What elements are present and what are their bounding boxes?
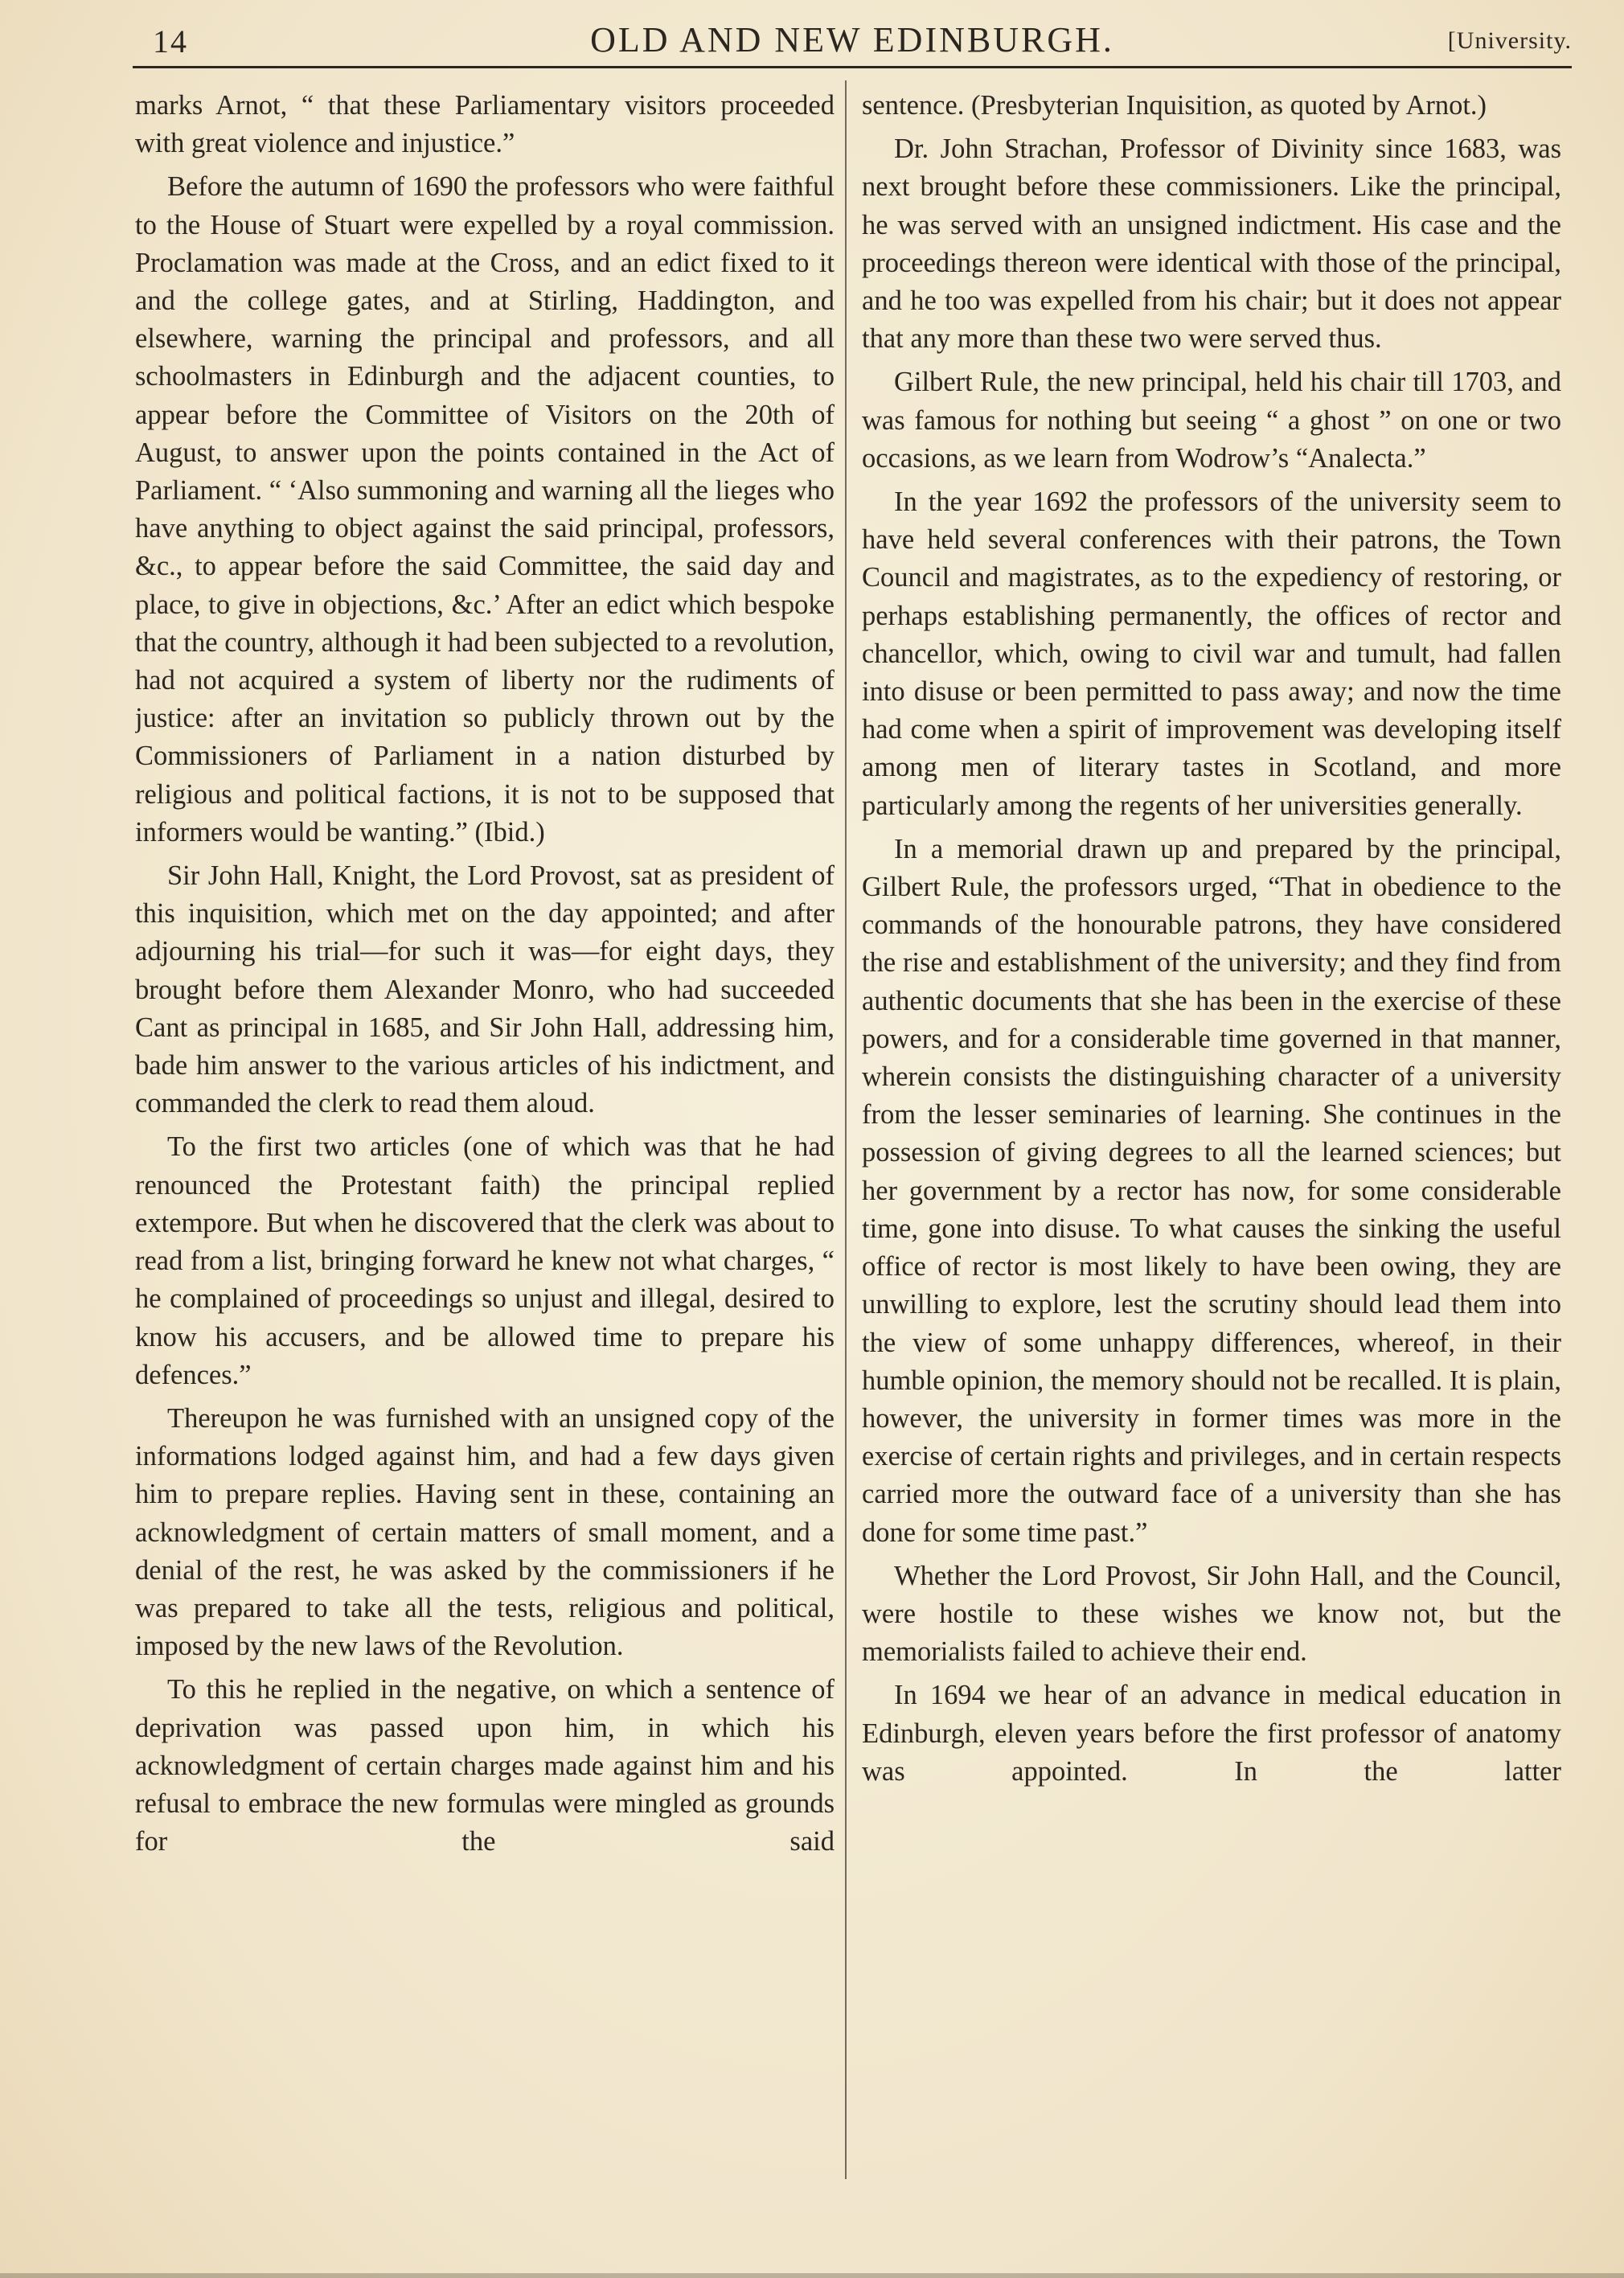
paragraph: In a memorial drawn up and prepared by the principal, Gilbert Rule, the professors urged, “That in obedience to the commands of the honourable patrons, they have considered the rise and establishment of the university; and they find from authentic documents that she has been in the exercise of these powers, and for a considerable time governed in that manner, wherein consists the distinguishing character of a university from the lesser seminaries of learning. She continues in the possession of giving degrees to all the learned sciences; but her government by a rector has now, for some considerable time, gone into disuse. To what causes the sinking the useful office of rector is most likely to have been owing, they are unwilling to explore, lest the scrutiny should lead them into the view of some unhappy differences, whereof, in their humble opinion, the memory should not be recalled. It is plain, however, the university in former times was more in the exercise of certain rights and privileges, and in certain respects carried more the outward face of a university than she has done for some time past.” (862, 833, 1561, 1548)
paragraph: marks Arnot, “ that these Parliamentary visitors proceeded with great violence and injustice.” (135, 90, 835, 159)
page-number: 14 (153, 23, 188, 60)
paragraph: Gilbert Rule, the new principal, held his chair till 1703, and was famous for nothing but seeing “ a ghost ” on one or two occasions, as we learn from Wodrow’s “Analecta.” (862, 367, 1561, 474)
paragraph: In the year 1692 the professors of the university seem to have held several conferences with their patrons, the Town Council and magistrates, as to the expediency of restoring, or perhaps establishing permanently, the offices of rector and chancellor, which, owing to civil war and tumult, had fallen into disuse or been permitted to pass away; and now the time had come when a spirit of improvement was developing itself among men of literary tastes in Scotland, and more particularly among the regents of her universities generally. (862, 486, 1561, 821)
paragraph: sentence. (Presbyterian Inquisition, as quoted by Arnot.) (862, 90, 1487, 121)
paragraph: To the first two articles (one of which was that he had renounced the Protestant faith) the principal replied extempore. But when he discovered that the clerk was about to read from a list, bringing forward he knew not what charges, “ he complained of proceedings so unjust and illegal, desired to know his accusers, and be allowed time to prepare his defences.” (135, 1131, 835, 1390)
right-column (862, 87, 1561, 2194)
page-header (133, 16, 1572, 64)
running-title: OLD AND NEW EDINBURGH. (590, 20, 1114, 60)
paragraph: Dr. John Strachan, Professor of Divinity since 1683, was next brought before these commissioners. Like the principal, he was served with an unsigned indictment. His case and the proceedings thereon were identical with those of the principal, and he too was expelled from his chair; but it does not appear that any more than these two were served thus. (862, 133, 1561, 355)
paragraph: In 1694 we hear of an advance in medical education in Edinburgh, eleven years before the first professor of anatomy was appointed. In the latter (862, 1680, 1561, 1787)
paragraph: To this he replied in the negative, on which a sentence of deprivation was passed upon him, in which his acknowledgment of certain charges made against him and his refusal to embrace the new formulas were mingled as grounds for the said (135, 1674, 835, 1857)
section-label: [University. (1447, 27, 1572, 54)
column-divider (845, 80, 847, 2179)
paragraph: Thereupon he was furnished with an unsigned copy of the informations lodged against him, and had a few days given him to prepare replies. Having sent in these, containing an acknowledgment of certain matters of small moment, and a denial of the rest, he was asked by the commissioners if he was prepared to take all the tests, religious and political, imposed by the new laws of the Revolution. (135, 1402, 835, 1662)
left-column (135, 87, 835, 2194)
page-edge (0, 2273, 1624, 2278)
paragraph: Whether the Lord Provost, Sir John Hall, and the Council, were hostile to these wishes we know not, but the memorialists failed to achieve their end. (862, 1560, 1561, 1668)
paragraph: Before the autumn of 1690 the professors who were faithful to the House of Stuart were expelled by a royal commission. Proclamation was made at the Cross, and an edict fixed to it and the college gates, and at Stirling, Haddington, and elsewhere, warning the principal and professors, and all schoolmasters in Edinburgh and the adjacent counties, to appear before the Committee of Visitors on the 20th of August, to answer upon the points contained in the Act of Parliament. “ ‘Also summoning and warning all the lieges who have anything to object against the said principal, professors, &c., to appear before the said Committee, the said day and place, to give in objections, &c.’ After an edict which bespoke that the country, although it had been subjected to a revolution, had not acquired a system of liberty nor the rudiments of justice: after an invitation so publicly thrown out by the Commissioners of Parliament in a nation disturbed by religious and political factions, it is not to be supposed that informers would be wanting.” (Ibid.) (135, 171, 835, 848)
paragraph: Sir John Hall, Knight, the Lord Provost, sat as president of this inquisition, which met on the day appointed; and after adjourning his trial—for such it was—for eight days, they brought before them Alexander Monro, who had succeeded Cant as principal in 1685, and Sir John Hall, addressing him, bade him answer to the various articles of his indictment, and commanded the clerk to read them aloud. (135, 860, 835, 1119)
header-rule (133, 66, 1572, 68)
